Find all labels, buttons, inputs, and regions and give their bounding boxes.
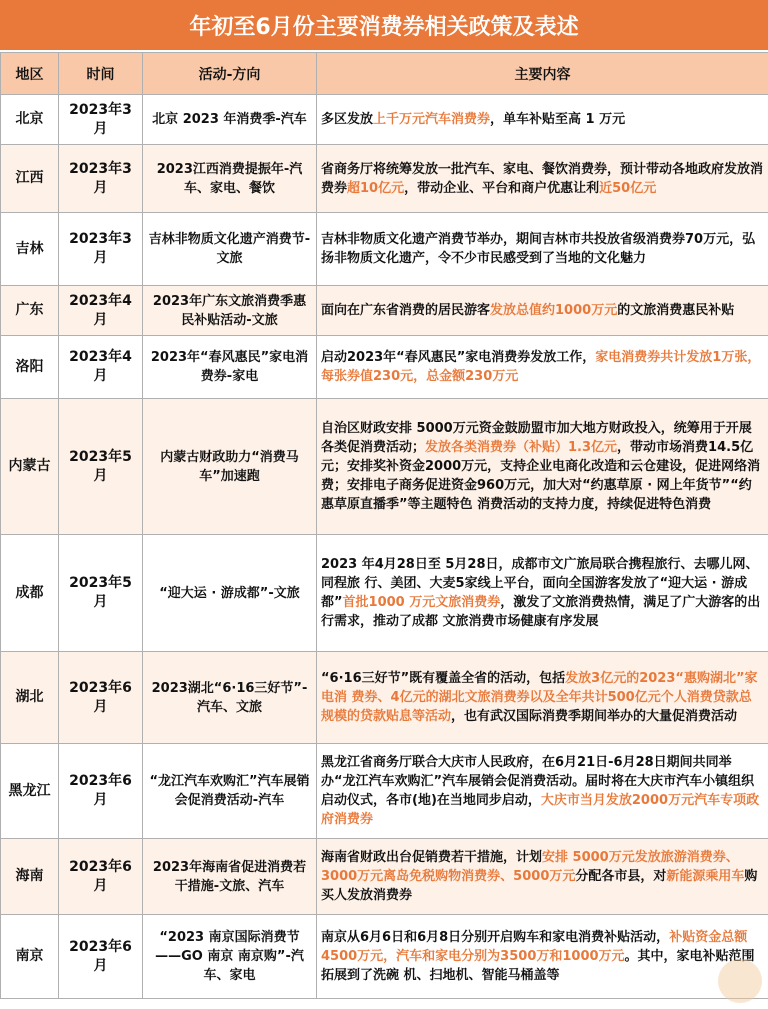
cell-region: 广东 [1, 286, 59, 336]
cell-activity: “2023 南京国际消费节——GO 南京 南京购”-汽车、家电 [143, 915, 317, 999]
cell-time: 2023年3月 [59, 145, 143, 213]
highlight-text: 近50亿元 [599, 180, 657, 196]
highlight-text: 上千万元汽车消费券 [373, 112, 491, 127]
cell-time: 2023年6月 [59, 839, 143, 915]
cell-content [317, 915, 768, 999]
cell-region: 北京 [1, 95, 59, 145]
highlight-text: 大庆市当月发放2000万元汽车专项政府消费券 [321, 793, 760, 827]
cell-time: 2023年4月 [59, 286, 143, 336]
highlight-text: 新能源乘用车 [666, 869, 745, 884]
cell-time: 2023年6月 [59, 744, 143, 839]
content-text: ，也有武汉国际消费季期间举办的大量促消费活动 [451, 709, 738, 724]
cell-time: 2023年6月 [59, 915, 143, 999]
cell-content [317, 286, 768, 336]
cell-time: 2023年5月 [59, 535, 143, 652]
header-activity: 活动-方向 [143, 53, 317, 95]
content-text: 2023 年4月28日至 5月28日，成都市文广旅局联合携程旅行、去哪儿网、同程旅 行、美团、大麦5家线上平台，面向全国游客发放了“迎大运 · 游成都” [321, 557, 759, 610]
table-header [1, 53, 768, 95]
cell-region: 洛阳 [1, 336, 59, 399]
content-text: 启动2023年“春风惠民”家电消费券发放工作， [321, 350, 596, 365]
cell-activity: “龙江汽车欢购汇”汽车展销会促消费活动-汽车 [143, 744, 317, 839]
highlight-text: 发放各类消费券（补贴）1.3亿元 [425, 440, 618, 455]
content-text: 。其中，家电补贴范围拓展到了洗碗 机、扫地机、智能马桶盖等 [321, 949, 755, 983]
header-region: 地区 [1, 53, 59, 95]
content-text: ，单车补贴至高 1 万元 [490, 112, 626, 127]
cell-content [317, 336, 768, 399]
watermark-logo [718, 959, 762, 1003]
highlight-text: 发放3亿元的2023“惠购湖北”家电消 费券、4亿元的湖北文旅消费券以及全年共计500亿元个人消费贷款总规模的贷款贴息等活动 [321, 671, 758, 724]
cell-content [317, 95, 768, 145]
content-text: “6·16三好节”既有覆盖全省的活动，包括 [321, 671, 566, 686]
cell-region: 成都 [1, 535, 59, 652]
content-text: 自治区财政安排 5000万元资金鼓励盟市加大地方财政投入，统筹用于开展各类促消费活动； [321, 421, 752, 455]
table-row [1, 839, 768, 915]
highlight-text: 安排 5000万元发放旅游消费券、3000万元离岛免税购物消费券、5000万元 [321, 850, 739, 884]
cell-content [317, 145, 768, 213]
content-text: 购买人发放消费券 [321, 869, 758, 903]
cell-region: 海南 [1, 839, 59, 915]
content-text: 海南省财政出台促销费若干措施，计划 [321, 850, 543, 865]
cell-time: 2023年3月 [59, 213, 143, 286]
table-row [1, 213, 768, 286]
header-time: 时间 [59, 53, 143, 95]
cell-region: 湖北 [1, 652, 59, 744]
table-row [1, 652, 768, 744]
table-row [1, 145, 768, 213]
cell-activity: 2023湖北“6·16三好节”-汽车、文旅 [143, 652, 317, 744]
cell-time: 2023年3月 [59, 95, 143, 145]
content-text: ，带动企业、平台和商户优惠让利 [404, 180, 600, 196]
cell-time: 2023年5月 [59, 399, 143, 535]
cell-activity: 2023年海南省促进消费若干措施-文旅、汽车 [143, 839, 317, 915]
table-row [1, 399, 768, 535]
cell-content [317, 399, 768, 535]
cell-time: 2023年4月 [59, 336, 143, 399]
cell-content [317, 744, 768, 839]
table-row [1, 95, 768, 145]
table-row [1, 535, 768, 652]
highlight-text: 补贴资金总额 4500万元，汽车和家电分别为3500万和1000万元 [321, 930, 748, 964]
cell-content [317, 535, 768, 652]
content-text: 多区发放 [321, 112, 374, 127]
content-text: 的文旅消费惠民补贴 [617, 303, 735, 318]
table-row [1, 336, 768, 399]
table-row [1, 744, 768, 839]
cell-activity: 2023年广东文旅消费季惠民补贴活动-文旅 [143, 286, 317, 336]
content-text: 省商务厅将统筹发放一批汽车、家电、餐饮消费券，预计带动各地政府发放消费券 [321, 161, 764, 196]
cell-content [317, 839, 768, 915]
cell-activity: 内蒙古财政助力“消费马车”加速跑 [143, 399, 317, 535]
content-text: 分配各市县，对 [575, 869, 667, 884]
cell-content [317, 213, 768, 286]
cell-activity: 2023年“春风惠民”家电消费券-家电 [143, 336, 317, 399]
content-text: 面向在广东省消费的居民游客 [321, 303, 491, 318]
cell-region: 黑龙江 [1, 744, 59, 839]
cell-activity: 北京 2023 年消费季-汽车 [143, 95, 317, 145]
content-text: 吉林非物质文化遗产消费节举办，期间吉林市共投放省级消费券70万元，弘扬非物质文化遗产，令不少市民感受到了当地的文化魅力 [321, 232, 756, 266]
cell-region: 南京 [1, 915, 59, 999]
policy-table [0, 52, 768, 999]
table-body [1, 95, 768, 999]
table-row [1, 286, 768, 336]
cell-activity: 2023江西消费提振年-汽车、家电、餐饮 [143, 145, 317, 213]
cell-activity: 吉林非物质文化遗产消费节-文旅 [143, 213, 317, 286]
content-text: ，激发了文旅消费热情，满足了广大游客的出行需求，推动了成都 文旅消费市场健康有序发展 [321, 595, 761, 629]
content-text: 黑龙江省商务厅联合大庆市人民政府，在6月21日-6月28日期间共同举办“龙江汽车欢购汇”汽车展销会促消费活动。届时将在大庆市汽车小镇组织启动仪式，各市(地)在当地同步启动， [321, 755, 755, 808]
highlight-text: 超10亿元 [347, 180, 405, 196]
cell-activity: “迎大运 · 游成都”-文旅 [143, 535, 317, 652]
highlight-text: 首批1000 万元文旅消费券 [342, 595, 501, 610]
header-content: 主要内容 [317, 53, 768, 95]
table-row [1, 915, 768, 999]
cell-content [317, 652, 768, 744]
page-title: 年初至6月份主要消费券相关政策及表述 [0, 0, 768, 52]
cell-region: 吉林 [1, 213, 59, 286]
content-text: 南京从6月6日和6月8日分别开启购车和家电消费补贴活动， [321, 930, 670, 945]
content-text: ，带动市场消费14.5亿元；安排奖补资金2000万元，支持企业电商化改造和云仓建设，促进网络消费；安排电子商务促进资金960万元，加大对“约惠草原 · 网上年货节”“约惠草原直播季”等主题特色 消费活动的支持力度，持续促进特色消费 [321, 440, 761, 512]
cell-region: 内蒙古 [1, 399, 59, 535]
highlight-text: 发放总值约1000万元 [490, 303, 618, 318]
highlight-text: 家电消费券共计发放1万张，每张券值230元，总金额230万元 [321, 350, 761, 384]
cell-time: 2023年6月 [59, 652, 143, 744]
cell-region: 江西 [1, 145, 59, 213]
